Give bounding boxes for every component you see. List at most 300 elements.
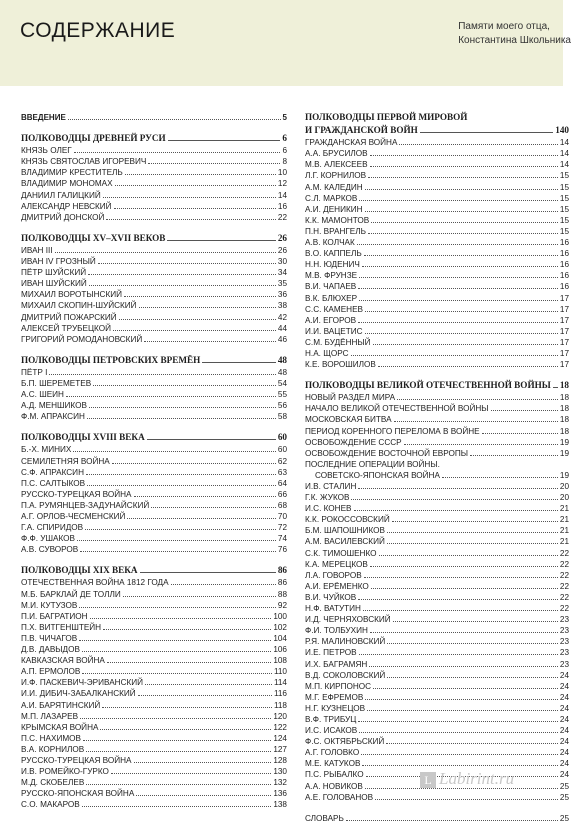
page-number: 104	[273, 633, 287, 643]
page-number: 12	[277, 179, 287, 189]
toc-entry[interactable]	[305, 570, 569, 581]
section-heading[interactable]	[305, 380, 569, 391]
leader-dots	[89, 407, 276, 408]
toc-entry[interactable]	[305, 182, 569, 193]
toc-entry[interactable]	[21, 278, 287, 289]
toc-entry[interactable]	[21, 799, 287, 810]
page-number: 8	[282, 157, 287, 167]
entry-title: ПОЛКОВОДЦЫ XIX ВЕКА	[21, 565, 138, 576]
toc-entry[interactable]	[305, 448, 569, 459]
leader-dots	[134, 496, 276, 497]
leader-dots	[397, 399, 558, 400]
toc-entry[interactable]	[305, 647, 569, 658]
entry-title: КРЫМСКАЯ ВОЙНА	[21, 722, 99, 732]
page-number: 17	[559, 337, 569, 347]
toc-entry[interactable]	[21, 577, 287, 588]
toc-entry[interactable]	[305, 148, 569, 159]
page-number: 22	[559, 581, 569, 591]
toc-entry[interactable]	[21, 456, 287, 467]
entry-title: АЛЕКСАНДР НЕВСКИЙ	[21, 201, 112, 211]
entry-title: Н.Ф. ВАТУТИН	[305, 604, 361, 614]
entry-title: ПОЛКОВОДЦЫ XVIII ВЕКА	[21, 432, 145, 443]
page-number: 23	[559, 637, 569, 647]
page-number: 38	[277, 301, 287, 311]
toc-entry[interactable]	[21, 467, 287, 478]
toc-entry[interactable]	[305, 503, 569, 514]
toc-entry[interactable]	[21, 655, 287, 666]
leader-dots	[83, 740, 271, 741]
leader-dots	[362, 765, 557, 766]
page-number: 15	[559, 193, 569, 203]
entry-title: А.Г. ОРЛОВ-ЧЕСМЕНСКИЙ	[21, 512, 126, 521]
toc-entry[interactable]	[21, 411, 287, 422]
page-number: 122	[273, 722, 287, 732]
toc-entry[interactable]	[21, 500, 287, 511]
toc-entry[interactable]	[305, 193, 569, 204]
leader-dots	[370, 632, 558, 633]
page-number: 58	[277, 412, 287, 422]
page-number: 25	[559, 792, 569, 802]
toc-entry[interactable]	[305, 403, 569, 414]
toc-entry[interactable]	[21, 156, 287, 167]
leader-dots	[119, 319, 276, 320]
entry-title: НОВЫЙ РАЗДЕЛ МИРА	[305, 393, 396, 403]
leader-dots	[79, 607, 276, 608]
toc-entry[interactable]	[305, 703, 569, 714]
leader-dots	[387, 643, 558, 644]
entry-title: М.Б. БАРКЛАЙ ДЕ ТОЛЛИ	[21, 589, 121, 599]
entry-title: Ф.И. ТОЛБУХИН	[305, 626, 368, 636]
entry-title: ДАНИИЛ ГАЛИЦКИЙ	[21, 190, 101, 200]
toc-entry[interactable]	[305, 636, 569, 647]
leader-dots	[138, 695, 272, 696]
entry-title: РУССКО-ТУРЕЦКАЯ ВОЙНА	[21, 489, 132, 499]
toc-entry[interactable]	[21, 755, 287, 766]
entry-title: М.Д. СКОБЕЛЕВ	[21, 778, 85, 788]
toc-entry[interactable]	[21, 389, 287, 400]
entry-title: Н.Н. ЮДЕНИЧ	[305, 260, 360, 270]
page-number: 16	[559, 282, 569, 292]
section-heading[interactable]	[21, 355, 287, 366]
page-number: 18	[559, 393, 569, 403]
leader-dots	[167, 240, 275, 241]
toc-entry[interactable]	[305, 758, 569, 769]
entry-title: ПЕРИОД КОРЕННОГО ПЕРЕЛОМА В ВОЙНЕ	[305, 426, 480, 436]
toc-entry[interactable]	[305, 725, 569, 736]
entry-title: М.П. КИРПОНОС	[305, 681, 372, 691]
entry-title: И.В. СТАЛИН	[305, 482, 357, 491]
leader-dots	[123, 596, 276, 597]
toc-entry[interactable]	[21, 112, 287, 123]
leader-dots	[404, 444, 558, 445]
page-number: 23	[559, 659, 569, 669]
toc-entry[interactable]	[305, 204, 569, 215]
entry-title: П.В. ЧИЧАГОВ	[21, 633, 78, 643]
entry-title: КНЯЗЬ ОЛЕГ	[21, 146, 72, 156]
entry-title: Б.М. ШАПОШНИКОВ	[305, 526, 385, 536]
page-number: 21	[559, 526, 569, 536]
toc-entry[interactable]	[305, 481, 569, 492]
leader-dots	[371, 588, 558, 589]
entry-title: ПОЛКОВОДЦЫ ВЕЛИКОЙ ОТЕЧЕСТВЕННОЙ ВОЙНЫ	[305, 380, 551, 391]
leader-dots	[68, 119, 281, 120]
toc-entry[interactable]	[21, 600, 287, 611]
page-number: 15	[559, 204, 569, 214]
toc-entry[interactable]	[305, 670, 569, 681]
page-number: 14	[277, 190, 287, 200]
page-number: 76	[277, 545, 287, 555]
toc-entry[interactable]	[305, 392, 569, 403]
page-number: 18	[559, 415, 569, 425]
toc-entry[interactable]	[21, 766, 287, 777]
entry-title: И.С. КОНЕВ	[305, 504, 352, 514]
leader-dots	[359, 200, 558, 201]
leader-dots	[113, 330, 276, 331]
toc-entry[interactable]	[21, 323, 287, 334]
entry-title: П.А. РУМЯНЦЕВ-ЗАДУНАЙСКИЙ	[21, 500, 150, 510]
toc-entry[interactable]	[305, 492, 569, 503]
toc-entry[interactable]	[21, 544, 287, 555]
entry-title: А.М. КАЛЕДИН	[305, 182, 363, 192]
entry-title: Л.А. ГОВОРОВ	[305, 570, 362, 580]
toc-section	[305, 112, 569, 370]
leader-dots	[394, 421, 558, 422]
entry-title: ПЁТР ШУЙСКИЙ	[21, 268, 87, 278]
leader-dots	[82, 651, 271, 652]
leader-dots	[359, 732, 558, 733]
toc-entry[interactable]	[305, 681, 569, 692]
toc-entry[interactable]	[21, 711, 287, 722]
toc-entry[interactable]	[305, 326, 569, 337]
leader-dots	[368, 233, 558, 234]
page-number: 22	[559, 570, 569, 580]
entry-title: П.Х. ВИТГЕНШТЕЙН	[21, 622, 102, 632]
leader-dots	[115, 185, 276, 186]
leader-dots	[114, 208, 276, 209]
entry-title: ПОСЛЕДНИЕ ОПЕРАЦИИ ВОЙНЫ.	[305, 459, 440, 469]
entry-title: СЛОВАРЬ	[305, 813, 344, 823]
toc-entry[interactable]	[21, 700, 287, 711]
page-number: 22	[559, 548, 569, 558]
leader-dots	[90, 618, 272, 619]
toc-entry[interactable]	[21, 489, 287, 500]
page-number: 48	[277, 354, 287, 365]
page-number: 18	[559, 426, 569, 436]
leader-dots	[151, 507, 276, 508]
toc-entry[interactable]	[305, 459, 569, 470]
entry-title: Д.В. ДАВЫДОВ	[21, 645, 80, 655]
toc-entry[interactable]	[305, 293, 569, 304]
toc-entry[interactable]	[21, 788, 287, 799]
leader-dots	[79, 640, 271, 641]
entry-title: В.Д. СОКОЛОВСКИЙ	[305, 670, 386, 680]
toc-entry[interactable]	[305, 226, 569, 237]
toc-entry[interactable]	[305, 159, 569, 170]
toc-section	[21, 355, 287, 423]
section-heading[interactable]	[21, 565, 287, 576]
entry-title: А.П. ЕРМОЛОВ	[21, 667, 81, 677]
entry-title: ВЛАДИМИР КРЕСТИТЕЛЬ	[21, 168, 123, 178]
leader-dots	[357, 244, 558, 245]
toc-entry[interactable]	[305, 337, 569, 348]
toc-entry[interactable]	[305, 592, 569, 603]
entry-title: А.М. ВАСИЛЕВСКИЙ	[305, 537, 385, 547]
page-number: 20	[559, 482, 569, 491]
leader-dots	[85, 529, 276, 530]
entry-title: Ф.М. АПРАКСИН	[21, 412, 85, 422]
toc-entry[interactable]	[21, 777, 287, 788]
toc-entry[interactable]	[21, 267, 287, 278]
leader-dots	[80, 718, 271, 719]
toc-entry[interactable]	[305, 625, 569, 636]
entry-title: ПОЛКОВОДЦЫ ПЕТРОВСКИХ ВРЕМЁН	[21, 354, 201, 365]
toc-right-column	[305, 112, 569, 834]
toc-entry[interactable]	[305, 426, 569, 437]
toc-entry[interactable]	[305, 692, 569, 703]
section-heading[interactable]	[21, 133, 287, 144]
leader-dots	[87, 418, 276, 419]
page-number: 17	[559, 304, 569, 314]
leader-dots	[93, 385, 276, 386]
page-number: 24	[559, 681, 569, 691]
leader-dots	[351, 355, 558, 356]
toc-entry[interactable]	[21, 633, 287, 644]
entry-title: ВЛАДИМИР МОНОМАХ	[21, 179, 113, 189]
page-number: 106	[273, 645, 287, 655]
toc-entry[interactable]	[21, 256, 287, 267]
toc-entry[interactable]	[305, 170, 569, 181]
section-heading[interactable]	[305, 125, 569, 136]
toc-entry[interactable]	[21, 245, 287, 256]
entry-title: А.И. ЕРЁМЕНКО	[305, 581, 369, 591]
toc-entry[interactable]	[305, 281, 569, 292]
leader-dots	[420, 132, 553, 133]
leader-dots	[202, 362, 276, 363]
leader-dots	[359, 654, 558, 655]
leader-dots	[86, 751, 271, 752]
toc-entry[interactable]	[21, 201, 287, 212]
entry-title: ВВЕДЕНИЕ	[21, 113, 66, 122]
page-number: 18	[559, 404, 569, 414]
entry-title: РУССКО-ЯПОНСКАЯ ВОЙНА	[21, 789, 135, 799]
leader-dots	[364, 577, 558, 578]
toc-entry[interactable]	[305, 559, 569, 570]
page-number: 34	[277, 268, 287, 278]
entry-title: Р.Я. МАЛИНОВСКИЙ	[305, 637, 386, 647]
page-number: 114	[273, 678, 287, 688]
toc-section	[305, 380, 569, 803]
page-number: 118	[273, 700, 287, 710]
toc-entry[interactable]	[305, 359, 569, 370]
toc-entry[interactable]	[21, 666, 287, 677]
leader-dots	[144, 341, 276, 342]
section-heading[interactable]	[21, 432, 287, 443]
toc-entry[interactable]	[21, 334, 287, 345]
toc-entry[interactable]	[305, 659, 569, 670]
labirint-logo-icon: L	[420, 772, 436, 788]
leader-dots	[387, 532, 558, 533]
toc-entry[interactable]	[21, 611, 287, 622]
toc-entry[interactable]	[21, 511, 287, 522]
toc-entry[interactable]	[21, 178, 287, 189]
page-number: 25	[559, 813, 569, 823]
dedication-line: Константина Школьника	[458, 35, 571, 46]
leader-dots	[125, 174, 276, 175]
toc-entry[interactable]	[305, 270, 569, 281]
entry-title: И.С. ИСАКОВ	[305, 726, 358, 736]
toc-entry[interactable]	[305, 304, 569, 315]
toc-entry[interactable]	[21, 444, 287, 455]
toc-entry[interactable]	[21, 400, 287, 411]
toc-entry[interactable]	[21, 478, 287, 489]
leader-dots	[367, 710, 558, 711]
header-band	[0, 0, 571, 86]
entry-title: П.С. НАХИМОВ	[21, 733, 81, 743]
toc-entry[interactable]	[21, 622, 287, 633]
page-number: 21	[559, 504, 569, 514]
page-number: 24	[559, 703, 569, 713]
page-number: 42	[277, 312, 287, 322]
toc-entry[interactable]	[21, 589, 287, 600]
toc-entry[interactable]	[21, 722, 287, 733]
toc-entry[interactable]	[21, 677, 287, 688]
page-number: 14	[559, 149, 569, 159]
leader-dots	[102, 707, 272, 708]
entry-title: П.С. РЫБАЛКО	[305, 770, 364, 780]
leader-dots	[362, 266, 558, 267]
toc-entry[interactable]	[305, 137, 569, 148]
toc-entry[interactable]	[305, 437, 569, 448]
entry-title: С.Ф. АПРАКСИН	[21, 467, 84, 477]
page-number: 127	[273, 744, 287, 754]
entry-title: А.В. КОЛЧАК	[305, 238, 355, 248]
leader-dots	[73, 451, 276, 452]
leader-dots	[375, 799, 558, 800]
leader-dots	[171, 584, 276, 585]
entry-title: А.Г. ГОЛОВКО	[305, 748, 360, 758]
toc-section	[21, 133, 287, 223]
leader-dots	[365, 189, 558, 190]
entry-title: И.И. ДИБИЧ-ЗАБАЛКАНСКИЙ	[21, 689, 136, 699]
toc-entry[interactable]	[305, 525, 569, 536]
toc-entry[interactable]	[21, 312, 287, 323]
toc-entry[interactable]	[21, 300, 287, 311]
toc-entry[interactable]	[21, 167, 287, 178]
toc-entry[interactable]	[305, 614, 569, 625]
toc-entry[interactable]	[21, 367, 287, 378]
toc-entry[interactable]	[305, 248, 569, 259]
page-number: 62	[277, 456, 287, 466]
leader-dots	[55, 252, 276, 253]
toc-entry[interactable]	[21, 378, 287, 389]
toc-entry[interactable]	[21, 145, 287, 156]
leader-dots	[358, 288, 558, 289]
page-number: 20	[559, 493, 569, 503]
toc-entry[interactable]	[21, 190, 287, 201]
toc-entry[interactable]	[305, 315, 569, 326]
entry-title: С.М. БУДЁННЫЙ	[305, 337, 371, 347]
section-heading[interactable]	[21, 233, 287, 244]
page-number: 23	[559, 615, 569, 625]
leader-dots	[77, 540, 276, 541]
toc-entry[interactable]	[305, 414, 569, 425]
toc-entry[interactable]	[305, 603, 569, 614]
entry-title: А.А. БРУСИЛОВ	[305, 149, 368, 159]
page-number: 15	[559, 171, 569, 181]
entry-title: НАЧАЛО ВЕЛИКОЙ ОТЕЧЕСТВЕННОЙ ВОЙНЫ	[305, 404, 489, 414]
toc-entry[interactable]	[305, 237, 569, 248]
leader-dots	[379, 555, 558, 556]
entry-title: ИВАН ШУЙСКИЙ	[21, 279, 87, 289]
entry-title: МИХАИЛ ВОРОТЫНСКИЙ	[21, 290, 122, 300]
toc-entry[interactable]	[305, 514, 569, 525]
toc-entry[interactable]	[305, 581, 569, 592]
leader-dots	[365, 333, 558, 334]
toc-entry[interactable]	[305, 215, 569, 226]
toc-entry[interactable]	[305, 792, 569, 803]
page-number: 24	[559, 770, 569, 780]
page-number: 10	[277, 168, 287, 178]
toc-entry[interactable]	[305, 714, 569, 725]
page-number: 74	[277, 534, 287, 544]
leader-dots	[365, 211, 558, 212]
toc-entry[interactable]	[305, 348, 569, 359]
entry-title: П.Н. ВРАНГЕЛЬ	[305, 226, 367, 236]
entry-title: Л.Г. КОРНИЛОВ	[305, 171, 367, 181]
toc-entry[interactable]	[305, 259, 569, 270]
entry-title: ИВАН III	[21, 245, 53, 255]
leader-dots	[370, 566, 558, 567]
leader-dots	[351, 499, 557, 500]
entry-title: С.Л. МАРКОВ	[305, 193, 358, 203]
leader-dots	[359, 277, 558, 278]
page-number: 92	[277, 600, 287, 610]
entry-title: М.В. ФРУНЗЕ	[305, 271, 358, 281]
entry-title: Г.А. СПИРИДОВ	[21, 523, 84, 533]
leader-dots	[370, 155, 558, 156]
toc-entry[interactable]	[21, 522, 287, 533]
toc-entry[interactable]	[21, 733, 287, 744]
entry-title: А.Д. МЕНШИКОВ	[21, 401, 87, 411]
page-number: 140	[555, 125, 569, 136]
toc-entry[interactable]	[305, 813, 569, 824]
toc-entry[interactable]	[305, 747, 569, 758]
leader-dots	[82, 806, 272, 807]
toc-entry[interactable]	[305, 736, 569, 747]
entry-title: И.Д. ЧЕРНЯХОВСКИЙ	[305, 615, 391, 625]
page-number: 108	[273, 656, 287, 666]
toc-entry[interactable]	[21, 744, 287, 755]
page-number: 19	[559, 437, 569, 447]
toc-entry[interactable]	[305, 548, 569, 559]
page-number: 15	[559, 182, 569, 192]
toc-entry[interactable]	[305, 470, 569, 481]
entry-title: К.К. РОКОССОВСКИЙ	[305, 515, 390, 525]
page-number: 14	[559, 138, 569, 148]
toc-entry[interactable]	[21, 644, 287, 655]
toc-entry[interactable]	[21, 688, 287, 699]
toc-entry[interactable]	[21, 212, 287, 223]
leader-dots	[103, 629, 271, 630]
entry-title: А.В. СУВОРОВ	[21, 545, 79, 555]
toc-entry[interactable]	[21, 289, 287, 300]
toc-entry[interactable]	[305, 536, 569, 547]
leader-dots	[358, 322, 558, 323]
page-number: 15	[559, 215, 569, 225]
toc-entry[interactable]	[21, 533, 287, 544]
page-number: 22	[559, 559, 569, 569]
toc-section	[21, 112, 287, 123]
